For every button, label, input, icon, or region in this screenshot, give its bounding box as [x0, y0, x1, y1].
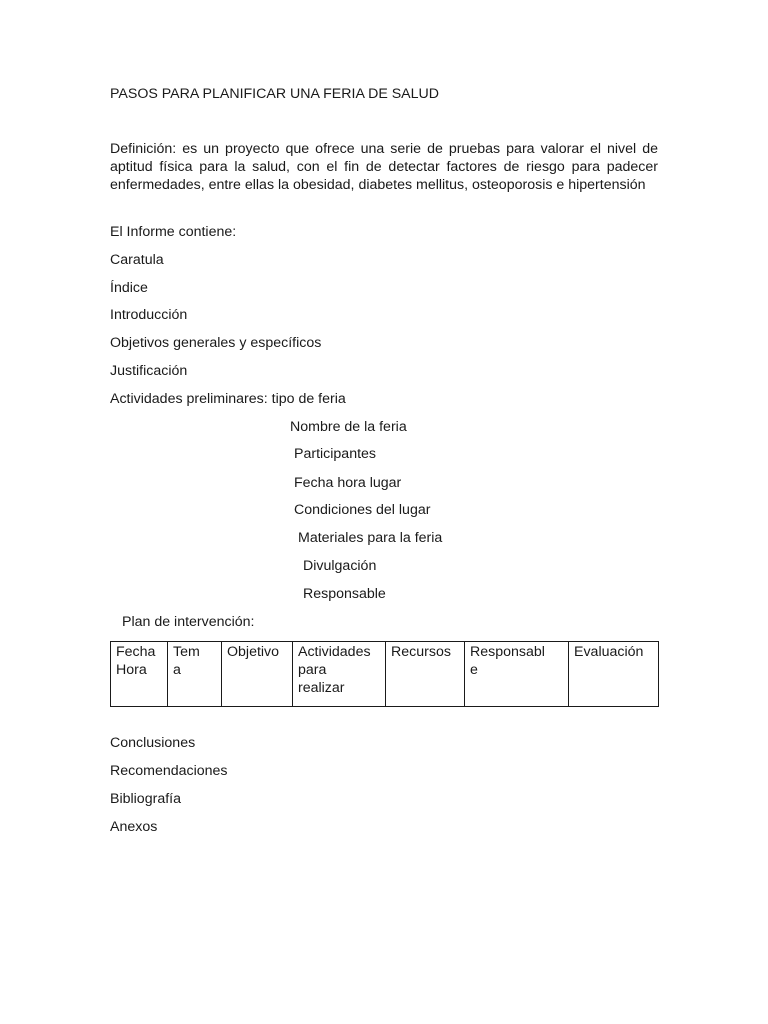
closing-item-anexos: Anexos	[110, 819, 158, 835]
subitem-divulgacion: Divulgación	[303, 558, 377, 574]
table-header-cell: Evaluación	[569, 642, 659, 707]
table-header-cell: Objetivo	[222, 642, 293, 707]
closing-item-bibliografia: Bibliografía	[110, 791, 181, 807]
plan-label: Plan de intervención:	[122, 614, 255, 630]
table-row	[111, 642, 659, 707]
definition-paragraph: Definición: es un proyecto que ofrece una serie de pruebas para valorar el nivel de aptitud física para la salud, con el fin de detectar factores de riesgo para padecer enfermedades, entre ellas la obesidad, diabetes mellitus, osteoporosis e hipertensión	[110, 141, 658, 194]
list-item-caratula: Caratula	[110, 252, 164, 268]
subitem-fecha-hora-lugar: Fecha hora lugar	[294, 475, 402, 491]
closing-item-conclusiones: Conclusiones	[110, 735, 196, 751]
table-header-cell: Responsabl e	[465, 642, 569, 707]
subitem-condiciones-lugar: Condiciones del lugar	[294, 502, 431, 518]
table-header-cell: Actividades para realizar	[293, 642, 386, 707]
subitem-participantes: Participantes	[294, 446, 377, 462]
subitem-materiales: Materiales para la feria	[298, 530, 443, 546]
list-item-objetivos: Objetivos generales y específicos	[110, 335, 322, 351]
list-item-justificacion: Justificación	[110, 363, 188, 379]
list-item-indice: Índice	[110, 280, 148, 296]
table-header-cell: Fecha Hora	[111, 642, 168, 707]
list-item-actividades-preliminares: Actividades preliminares: tipo de feria	[110, 391, 346, 407]
list-item-introduccion: Introducción	[110, 307, 188, 323]
subitem-responsable: Responsable	[303, 586, 386, 602]
closing-item-recomendaciones: Recomendaciones	[110, 763, 228, 779]
plan-table	[110, 641, 659, 707]
document-title: PASOS PARA PLANIFICAR UNA FERIA DE SALUD	[110, 86, 440, 102]
informe-intro: El Informe contiene:	[110, 224, 237, 240]
table-header-cell: Tem a	[168, 642, 222, 707]
table-header-cell: Recursos	[386, 642, 465, 707]
subitem-nombre-feria: Nombre de la feria	[290, 419, 407, 435]
